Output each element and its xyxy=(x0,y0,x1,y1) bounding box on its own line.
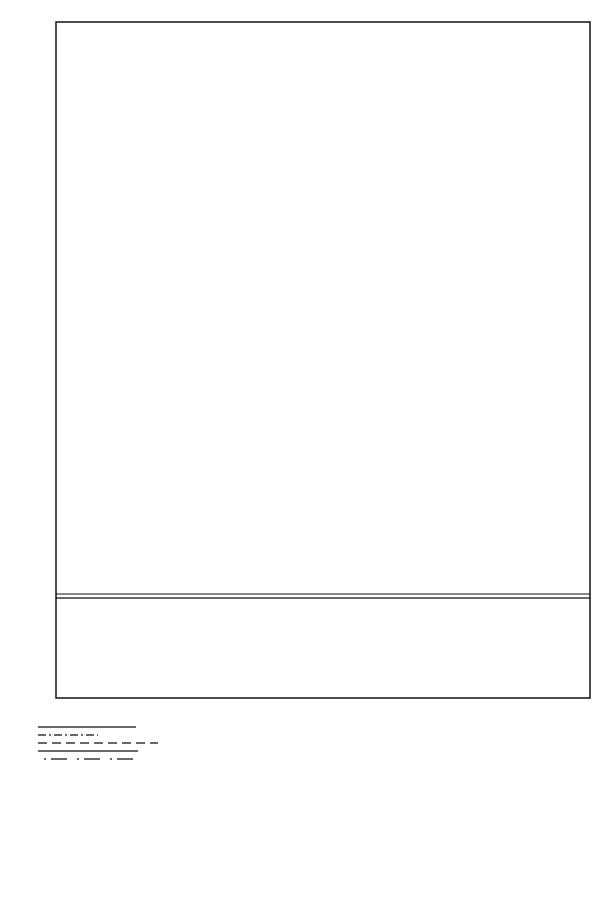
legend-upper-parabola xyxy=(38,738,578,746)
legend-swatch-dashdot-sparse xyxy=(38,754,140,762)
legend-lower-smoothed xyxy=(38,754,578,762)
legend-lower-empirical xyxy=(38,746,578,754)
legend-swatch-solid xyxy=(38,722,138,730)
legend-swatch-solid xyxy=(38,746,140,754)
figure-caption xyxy=(38,722,578,762)
legend-swatch-dashed xyxy=(38,738,160,746)
plot-frame xyxy=(56,22,590,698)
legend-upper-smoothed xyxy=(38,730,578,738)
legend-upper-empirical xyxy=(38,722,578,730)
legend-swatch-dashdot xyxy=(38,730,100,738)
